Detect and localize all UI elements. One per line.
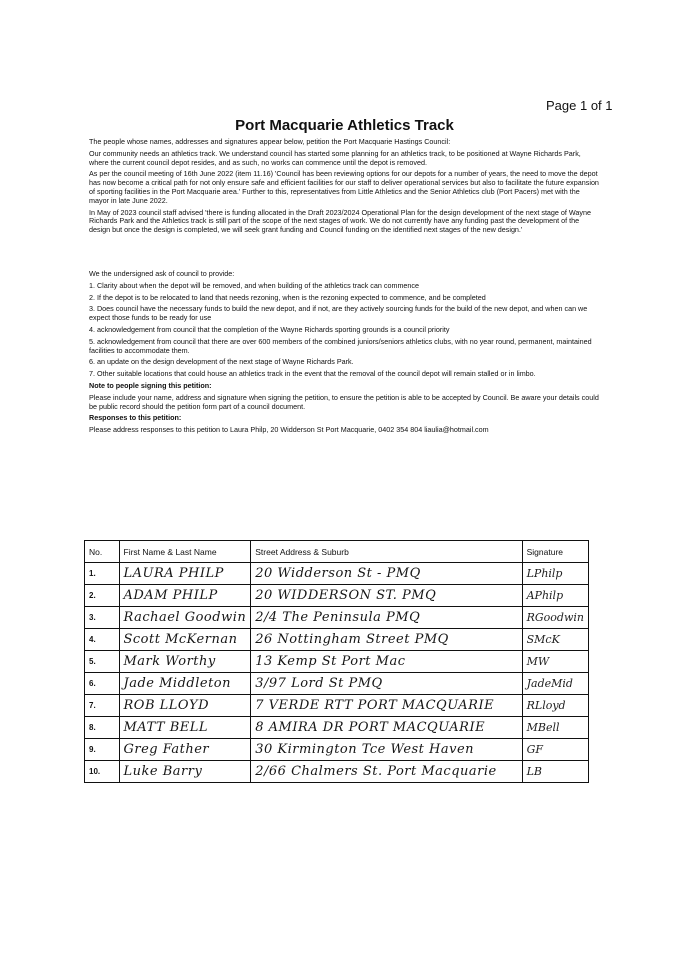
table-row [85,717,589,739]
ask-item: 4. acknowledgement from council that the completion of the Wayne Richards sporting grounds is a council priority [89,324,450,334]
signer-name: Jade Middleton [119,673,251,695]
row-number: 3. [85,607,120,629]
signer-address: 20 WIDDERSON ST. PMQ [251,585,522,607]
signer-name: Greg Father [119,739,251,761]
signer-signature: LB [522,761,588,783]
table-row [85,673,589,695]
responses-heading: Responses to this petition: [89,413,182,423]
row-number: 9. [85,739,120,761]
table-row [85,651,589,673]
table-row [85,585,589,607]
row-number: 2. [85,585,120,607]
signer-address: 7 VERDE RTT PORT MACQUARIE [251,695,522,717]
signer-name: ROB LLOYD [119,695,251,717]
signer-address: 30 Kirmington Tce West Haven [251,739,522,761]
signer-address: 13 Kemp St Port Mac [251,651,522,673]
row-number: 4. [85,629,120,651]
ask-item: 1. Clarity about when the depot will be removed, and when building of the athletics track can commence [89,280,420,290]
petition-body [89,138,601,438]
signer-name: Rachael Goodwin [119,607,251,629]
signer-name: Scott McKernan [119,629,251,651]
signer-address: 3/97 Lord St PMQ [251,673,522,695]
signer-signature: RGoodwin [522,607,588,629]
ask-item: 5. acknowledgement from council that there are over 600 members of the combined juniors/seniors athletics clubs, with no year round, permanent, maintained facilities to accommodate them. [89,336,592,355]
signer-signature: JadeMid [522,673,588,695]
signer-name: LAURA PHILP [119,563,251,585]
signer-signature: RLloyd [522,695,588,717]
page-number: Page 1 of 1 [546,98,613,113]
ask-item: 3. Does council have the necessary funds to build the new depot, and if not, are they actively sourcing funds for the build of the new depot, and when can we expect those funds to be ready for use [89,304,588,323]
signer-name: Mark Worthy [119,651,251,673]
signer-address: 2/66 Chalmers St. Port Macquarie [251,761,522,783]
signer-signature: APhilp [522,585,588,607]
table-row [85,695,589,717]
signer-name: Luke Barry [119,761,251,783]
table-row [85,761,589,783]
row-number: 8. [85,717,120,739]
note-heading: Note to people signing this petition: [89,380,212,390]
document-title: Port Macquarie Athletics Track [235,117,454,134]
signer-address: 2/4 The Peninsula PMQ [251,607,522,629]
ask-item: 7. Other suitable locations that could house an athletics track in the event that the removal of the council depot will remain stalled or in limbo. [89,369,536,379]
responses-text: Please address responses to this petition to Laura Philp, 20 Widderson St Port Macquarie, 0402 354 804 liaulia@hotmail.com [89,425,489,435]
signer-signature: MW [522,651,588,673]
intro-text: The people whose names, addresses and signatures appear below, petition the Port Macquarie Hastings Council: [89,137,451,146]
signer-name: MATT BELL [119,717,251,739]
header-name: First Name & Last Name [119,541,251,563]
table-row [85,563,589,585]
signer-signature: MBell [522,717,588,739]
note-text: Please include your name, address and signature when signing the petition, to ensure the petition is able to be accepted by Council. Be aware your details could be public record should the petition form part of a council document. [89,392,599,411]
row-number: 10. [85,761,120,783]
signer-signature: SMcK [522,629,588,651]
paragraph: Our community needs an athletics track. We understand council has started some planning for an athletics track, to be positioned at Wayne Richards Park, where the current council depot resides, and as such, no works can commence until the depot is removed. [89,148,581,167]
signer-address: 8 AMIRA DR PORT MACQUARIE [251,717,522,739]
header-no: No. [85,541,120,563]
paragraph: In May of 2023 council staff advised 'there is funding allocated in the Draft 2023/2024 Operational Plan for the design development of the next stage of Wayne Richards Park and the Athletics track is still part of the scope of the next stages of work. We do not currently have any funding past the development of the design but once the design is completed, we will seek grant funding and Council funding on the identified next stages of the new design.' [89,207,592,235]
row-number: 6. [85,673,120,695]
signer-signature: GF [522,739,588,761]
row-number: 1. [85,563,120,585]
table-row [85,607,589,629]
header-signature: Signature [522,541,588,563]
ask-item: 6. an update on the design development of the next stage of Wayne Richards Park. [89,357,354,367]
ask-item: 2. If the depot is to be relocated to land that needs rezoning, when is the rezoning expected to commence, and be completed [89,292,486,302]
paragraph: As per the council meeting of 16th June 2022 (item 11.16) 'Council has been reviewing options for our depots for a number of years, the need to move the depot has now become a critical path for not only ensure safe and efficient facilities for our staff to deliver operational services but also to facilitate the future expansion of sporting facilities in the Port Macquarie area.' Further to this, representatives from Little Athletics and the Senior Athletics club (Port Pacers) met with the mayor in late June 2022. [89,169,599,205]
signer-address: 20 Widderson St - PMQ [251,563,522,585]
signer-name: ADAM PHILP [119,585,251,607]
ask-heading: We the undersigned ask of council to provide: [89,268,235,278]
row-number: 5. [85,651,120,673]
signer-signature: LPhilp [522,563,588,585]
table-header-row [85,541,589,563]
row-number: 7. [85,695,120,717]
header-address: Street Address & Suburb [251,541,522,563]
signature-table [84,540,589,783]
table-row [85,739,589,761]
table-row [85,629,589,651]
signer-address: 26 Nottingham Street PMQ [251,629,522,651]
